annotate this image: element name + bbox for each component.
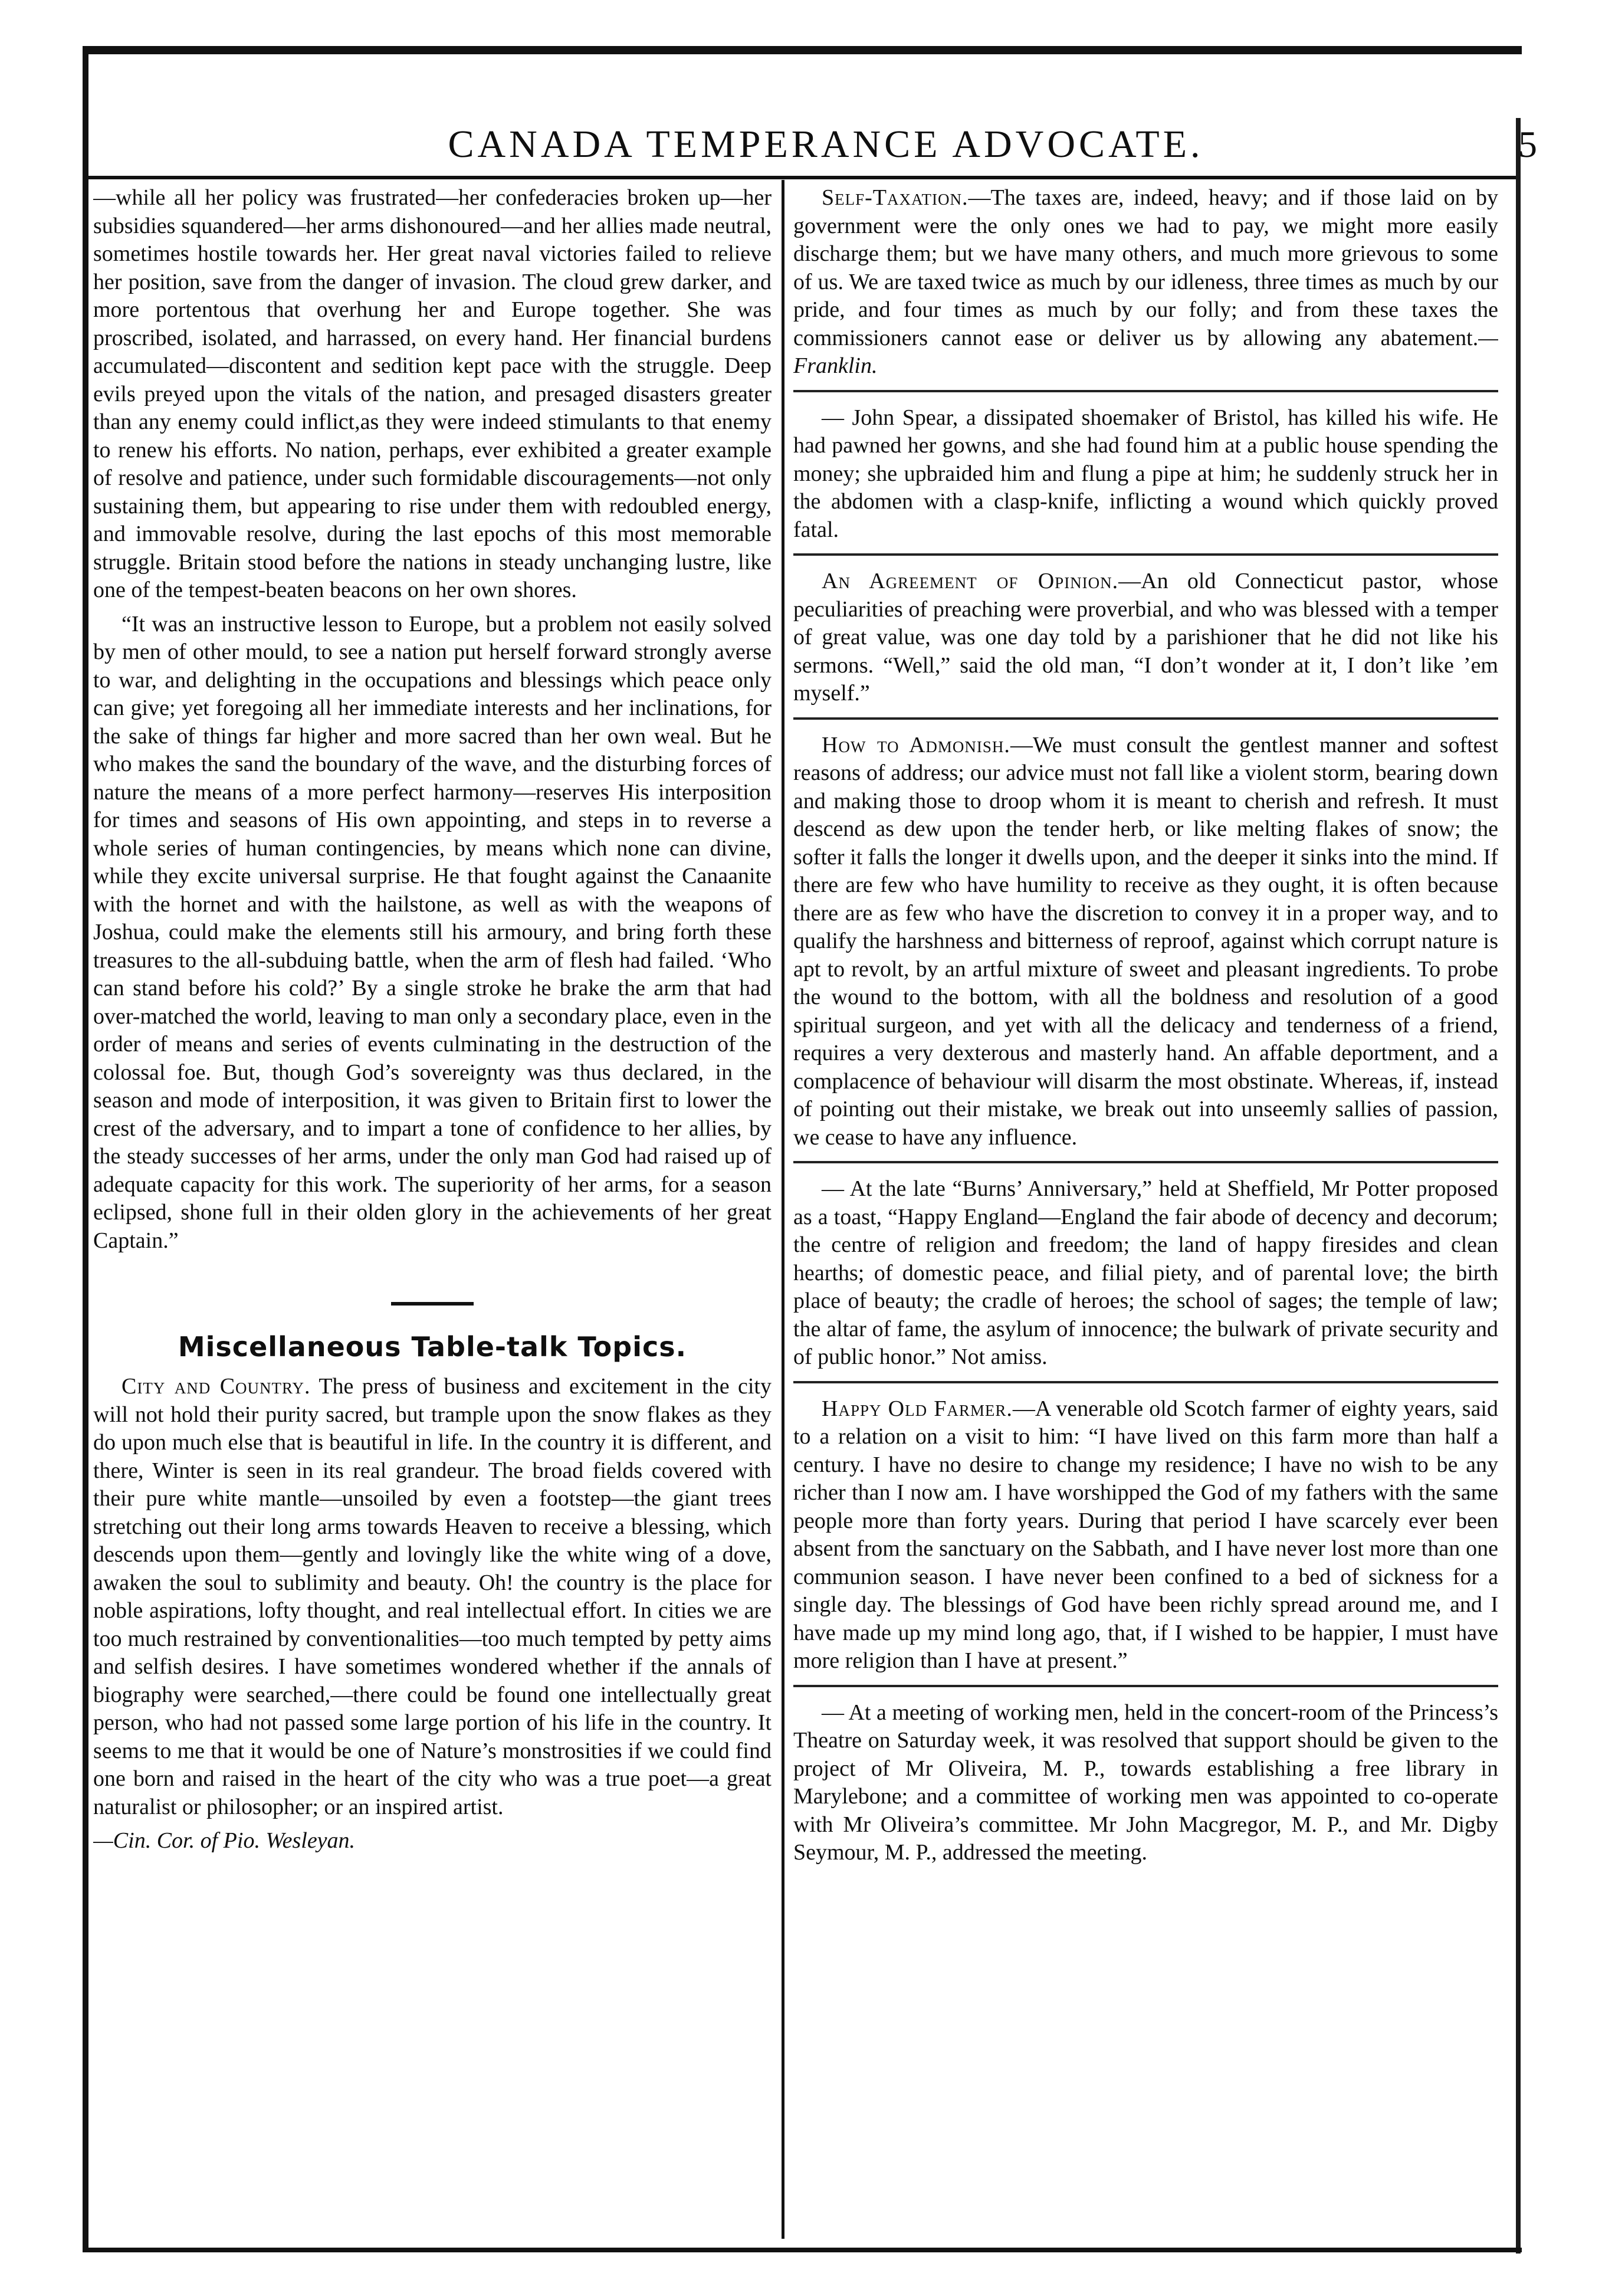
article-burns-anniversary: — At the late “Burns’ Anniversary,” held at Sheffield, Mr Potter proposed as a toast, “Happy England—England the fair abode of decency and decorum; the centre of religion and freedom; the land of happy firesides and clean hearths; of domestic peace, and filial piety, and of parental love; the birth place of beauty; the cradle of heroes; the school of sages; the temple of law; the altar of fame, the asylum of innocence; the bulwark of private security and of public honor.” Not amiss. (793, 1176, 1498, 1369)
article-separator (793, 390, 1498, 392)
article-working-men-meeting: — At a meeting of working men, held in the concert-room of the Princess’s Theatre on Saturday week, it was resolved that support should be given to the project of Mr Oliveira, M. P., towards establishing a free library in Marylebone; and a committee of working men was appointed to co-operate with Mr Oliveira’s committee. Mr John Macgregor, M. P., and Mr. Digby Seymour, M. P., addressed the meeting. (793, 1700, 1498, 1865)
left-column (93, 184, 772, 2237)
article-heading: Self-Taxation. (822, 185, 969, 210)
article-body: —The taxes are, indeed, heavy; and if those laid on by government were the only ones we had to pay, we might more easily discharge them; but we have many others, and much more grievous to some of us. We are taxed twice as much by our idleness, three times as much by our pride, and four times as much by our folly; and from these taxes the commissioners cannot ease or deliver us by allowing any abatement. (793, 185, 1498, 350)
header-rule (88, 176, 1516, 179)
article-john-spear: — John Spear, a dissipated shoemaker of Bristol, has killed his wife. He had pawned her gowns, and she had found him at a public house spending the money; she upbraided him and flung a pipe at him; he suddenly struck her in the abdomen with a clasp-knife, inflicting a wound which quickly proved fatal. (793, 405, 1498, 542)
page-top-border (83, 46, 1522, 54)
section-separator (391, 1302, 474, 1306)
article-body: —An old Connecticut pastor, whose peculiarities of preaching were proverbial, and who was blessed with a temper of great value, was one day told by a parishioner that he did not like his sermons. “Well,” said the old man, “I don’t wonder at it, I don’t like ’em myself.” (793, 569, 1498, 706)
article-heading: City and Country. (122, 1374, 311, 1399)
article-agreement-of-opinion (793, 568, 1498, 708)
section-title: Miscellaneous Table-talk Topics. (178, 1331, 687, 1363)
article-body: —We must consult the gentlest manner and softest reasons of address; our advice must not fall like a violent storm, bearing down and making those to droop whom it is meant to cherish and refresh. It must descend as dew upon the tender herb, or like melting flakes of snow; the softer it falls the longer it dwells upon, and the deeper it sinks into the mind. If there are few who have humility to receive as they ought, it is often because there are as few who have the discretion to convey it in a proper way, and to qualify the harshness and bitterness of reproof, against which corrupt nature is apt to revolt, by an artful mixture of sweet and pleasant ingredients. To probe the wound to the bottom, with all the boldness and resolution of a good spiritual surgeon, and yet with all the delicacy and tenderness of a friend, requires a very dexterous and masterly hand. An affable deportment, and a complacence of behaviour will disarm the most obstinate. Whereas, if, instead of pointing out their mistake, we break out into unseemly sallies of passion, we cease to have any influence. (793, 732, 1498, 1150)
article-how-to-admonish (793, 732, 1498, 1152)
history-paragraph-1: —while all her policy was frustrated—her confederacies broken up—her subsidies squandered—her arms dishonoured—and her allies made neutral, sometimes hostile towards her. Her great naval victories failed to relieve her position, save from the danger of invasion. The cloud grew darker, and more portentous that overhung her and Europe together. She was proscribed, isolated, and harrassed, on every hand. Her financial burdens accumulated—discontent and sedition kept pace with the struggle. Deep evils preyed upon the vitals of the nation, and presaged disasters greater than any enemy could inflict,as they were indeed stimulants to that enemy to renew his efforts. No nation, perhaps, ever exhibited a greater example of resolve and patience, under such formidable discouragements—not only sustaining them, but appearing to rise under them with redoubled energy, and immovable resolve, during the last epochs of this most memorable struggle. Britain stood before the nations in steady unchanging lustre, like one of the tempest-beaten beacons on her own shores. (93, 185, 772, 602)
running-title: CANADA TEMPERANCE ADVOCATE. (448, 123, 1204, 166)
article-separator (793, 553, 1498, 556)
article-separator (793, 1381, 1498, 1383)
article-separator (793, 1161, 1498, 1163)
article-separator (793, 717, 1498, 720)
page-number: 5 (1518, 123, 1537, 165)
right-column (793, 184, 1498, 2237)
article-separator (793, 1685, 1498, 1687)
article-heading: An Agreement of Opinion. (822, 569, 1119, 593)
article-author: —Franklin. (793, 325, 1498, 378)
article-city-and-country (93, 1373, 772, 1821)
article-heading: Happy Old Farmer. (822, 1396, 1013, 1421)
page-left-border (83, 46, 88, 2252)
page-bottom-border (83, 2248, 1522, 2252)
history-paragraph-2: “It was an instructive lesson to Europe, but a problem not easily solved by men of other mould, to see a nation put herself forward strongly averse to war, and delighting in the occupations and blessings which peace only can give; yet foregoing all her immediate interests and her inclinations, for the sake of things far higher and more sacred than her own weal. But he who makes the sand the boundary of the wave, and the disturbing forces of nature the means of a more perfect harmony—reserves His interposition for times and seasons of His own appointing, and steps in to reverse a whole series of human contingencies, by means which none can divine, while they excite universal surprise. He that fought against the Canaanite with the hornet and with the hailstone, as well as with the weapons of Joshua, could make the elements still his armoury, and bring forth these treasures to the all-subduing battle, when the arm of flesh had failed. ‘Who can stand before his cold?’ By a single stroke he brake the arm that had over-matched the world, leaving to man only a secondary place, even in the order of means and series of events culminating in the destruction of the colossal foe. But, though God’s sovereignty was thus declared, in the season and mode of interposition, it was given to Britain first to lower the crest of the adversary, and to impart a tone of confidence to her allies, by the steady successes of her arms, under the only man God had raised up of adequate capacity for this work. The superiority of her arms, for a season eclipsed, shone full in their olden glory in the achievements of her great Captain.” (93, 611, 772, 1253)
article-body: The press of business and excitement in the city will not hold their purity sacred, but trample upon the snow flakes as they do upon much else that is beautiful in life. In the country it is different, and there, Winter is seen in its real grandeur. The broad fields covered with their pure white mantle—unsoiled by even a footstep—the giant trees stretching out their long arms towards Heaven to receive a blessing, which descends upon them—gently and lovingly like the white wing of a dove, awaken the soul to sublimity and beauty. Oh! the country is the place for noble aspirations, lofty thought, and real intellectual effort. In cities we are too much restrained by conventionalities—too much tempted by petty aims and selfish desires. I have sometimes wondered whether if the annals of biography were searched,—there could be found one intellectually great person, who had not passed some large portion of his life in the country. It seems to me that it would be one of Nature’s monstrosities if we could find one born and raised in the heart of the city who was a true poet—a great naturalist or philosopher; or an inspired artist. (93, 1374, 772, 1819)
article-heading: How to Admonish. (822, 732, 1010, 757)
column-divider (782, 180, 784, 2239)
article-signoff: —Cin. Cor. of Pio. Wesleyan. (93, 1828, 356, 1853)
article-self-taxation (793, 184, 1498, 381)
article-body: —A venerable old Scotch farmer of eighty years, said to a relation on a visit to him: “I have lived on this farm more than half a century. I have no desire to change my residence; I have no wish to be any richer than I now am. I have worshipped the God of my fathers with the same people more than forty years. During that period I have scarcely ever been absent from the sanctuary on the Sabbath, and I have never lost more than one communion season. I have never been confined to a bed of sickness for a single day. The blessings of God have been richly spread around me, and I have made up my mind long ago, that, if I wished to be happier, I must have more religion than I have at present.” (793, 1396, 1498, 1673)
page-right-border (1516, 118, 1521, 2254)
article-happy-old-farmer (793, 1395, 1498, 1675)
